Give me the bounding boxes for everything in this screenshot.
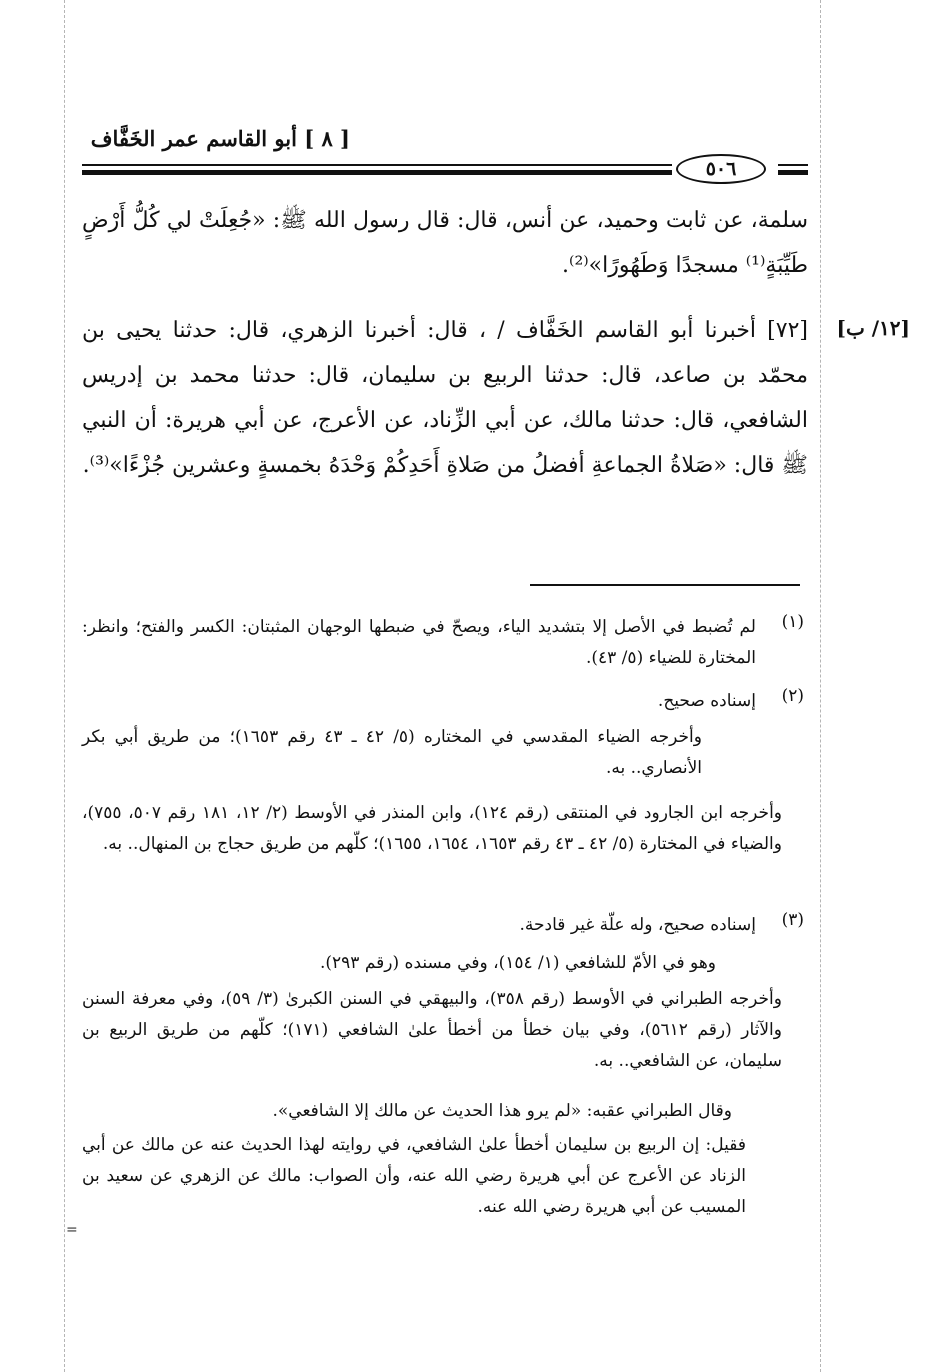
footnote-1-number: (١) bbox=[781, 612, 804, 632]
footnote-3-number: (٣) bbox=[781, 910, 804, 930]
footnote-separator bbox=[530, 584, 800, 586]
footnote-2-paragraph-2: وأخرجه ابن الجارود في المنتقى (رقم ١٢٤)، وابن المنذر في الأوسط (٢/ ١٢، ١٨١ رقم ٥٠٧، ٧٥٥)، والضياء في المختارة (٥/ ٤٢ ـ ٤٣ رقم ١٦٥٣، ١٦٥٤، ١٦٥٥)؛ كلّهم من طريق حجاج بن المنهال.. به. bbox=[82, 803, 782, 854]
footnote-2-line-1: إسناده صحيح. bbox=[657, 691, 756, 711]
footnote-2-number: (٢) bbox=[781, 686, 804, 706]
hadith-paragraph-1: سلمة، عن ثابت وحميد، عن أنس، قال: قال رسول الله ﷺ: «جُعِلَتْ لي كُلُّ أَرْضٍ طَيِّبَةٍ⁽¹⁾ مسجدًا وَطَهُورًا»⁽²⁾. bbox=[82, 208, 808, 278]
scan-guide-line-right bbox=[820, 0, 821, 1372]
running-header-title: [ ٨ ] أبو القاسم عمر الخَفَّاف bbox=[90, 126, 350, 151]
footnote-3-paragraph-4: فقيل: إن الربيع بن سليمان أخطأ علىٰ الشافعي، في روايته لهذا الحديث عنه عن مالك عن أبي الزناد عن الأعرج عن أبي هريرة رضي الله عنه، وأن الصواب: مالك عن الزهري عن سعيد بن المسيب عن أبي هريرة رضي الله عنه. bbox=[82, 1135, 746, 1217]
hadith-paragraph-72: [٧٢] أخبرنا أبو القاسم الخَفَّاف / ، قال: أخبرنا الزهري، قال: حدثنا يحيى بن محمّد بن صاعد، قال: حدثنا الربيع بن سليمان، قال: حدثنا محمد بن إدريس الشافعي، قال: حدثنا مالك، عن أبي الزِّناد، عن الأعرج، عن أبي هريرة: أن النبي ﷺ قال: «صَلاةُ الجماعةِ أفضلُ من صَلاةِ أَحَدِكُمْ وَحْدَهُ بخمسةٍ وعشرين جُزْءًا»⁽³⁾. bbox=[82, 318, 808, 478]
scan-guide-line-left bbox=[64, 0, 65, 1372]
footnote-3-paragraph-2: وأخرجه الطبراني في الأوسط (رقم ٣٥٨)، والبيهقي في السنن الكبرىٰ (٣/ ٥٩)، وفي معرفة السنن والآثار (رقم ٥٦١٢)، وفي بيان خطأ من أخطأ علىٰ الشافعي (١٧١)؛ كلّهم من طريق الربيع بن سليمان، عن الشافعي.. به. bbox=[82, 989, 782, 1071]
page-number-badge bbox=[676, 154, 766, 184]
footnote-3-paragraph-1: وهو في الأمّ للشافعي (١/ ١٥٤)، وفي مسنده (رقم ٢٩٣). bbox=[320, 953, 716, 973]
header-rule-right-thick bbox=[778, 170, 808, 175]
manuscript-folio-reference: [١٢/ ب] bbox=[836, 316, 910, 340]
footnote-3-paragraph-3: وقال الطبراني عقبه: «لم يرو هذا الحديث عن مالك إلا الشافعي». bbox=[272, 1101, 732, 1121]
header-rule-thick bbox=[82, 170, 672, 175]
page-number: ٥٠٦ bbox=[705, 158, 737, 180]
footnote-3-line-1: إسناده صحيح، وله علّة غير قادحة. bbox=[519, 915, 756, 935]
header-rule-thin bbox=[82, 164, 672, 166]
header-rule-right-thin bbox=[778, 164, 808, 166]
continuation-mark: = bbox=[66, 1222, 78, 1238]
footnote-2-paragraph-1: وأخرجه الضياء المقدسي في المختاره (٥/ ٤٢ ـ ٤٣ رقم ١٦٥٣)؛ من طريق أبي بكر الأنصاري.. به. bbox=[82, 727, 702, 778]
footnote-1-text: لم تُضبط في الأصل إلا بتشديد الياء، ويصحّ في ضبطها الوجهان المثبتان: الكسر والفتح؛ وانظر: المختارة للضياء (٥/ ٤٣). bbox=[82, 617, 756, 668]
